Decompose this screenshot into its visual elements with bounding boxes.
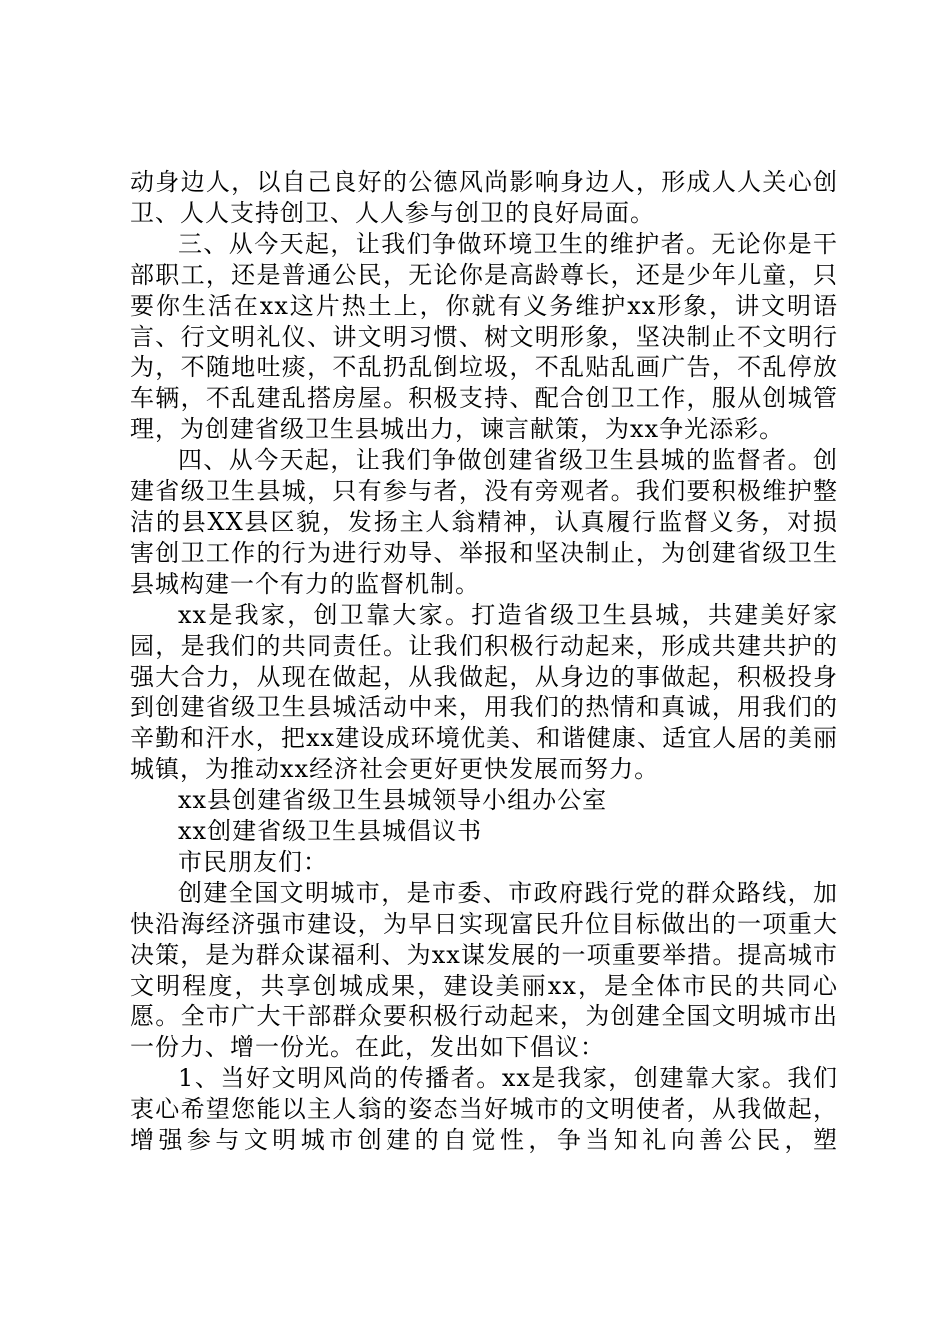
proposal-title: xx创建省级卫生县城倡议书 <box>178 817 483 846</box>
paragraph-section-three: 三、从今天起，让我们争做环境卫生的维护者。无论你是干部职工，还是普通公民，无论你是高龄尊长，还是少年儿童，只要你生活在xx这片热土上，你就有义务维护xx形象，讲文明语言、行文明礼仪、讲文明习惯、树文明形象，坚决制止不文明行为，不随地吐痰，不乱扔乱倒垃圾，不乱贴乱画广告，不乱停放车辆，不乱建乱搭房屋。积极支持、配合创卫工作，服从创城管理，为创建省级卫生县城出力，谏言献策，为xx争光添彩。 <box>130 229 838 444</box>
paragraph-closing: xx是我家，创卫靠大家。打造省级卫生县城，共建美好家园，是我们的共同责任。让我们积极行动起来，形成共建共护的强大合力，从现在做起，从我做起，从身边的事做起，积极投身到创建省级卫生县城活动中来，用我们的热情和真诚，用我们的辛勤和汗水，把xx建设成环境优美、和谐健康、适宜人居的美丽城镇，为推动xx经济社会更好更快发展而努力。 <box>130 600 838 784</box>
salutation: 市民朋友们： <box>178 847 328 876</box>
paragraph-intro: 创建全国文明城市，是市委、市政府践行党的群众路线，加快沿海经济强市建设，为早日实现富民升位目标做出的一项重大决策，是为群众谋福利、为xx谋发展的一项重要举措。提高城市文明程度，共享创城成果，建设美丽xx，是全体市民的共同心愿。全市广大干部群众要积极行动起来，为创建全国文明城市出一份力、增一份光。在此，发出如下倡议： <box>130 878 838 1062</box>
paragraph-section-four: 四、从今天起，让我们争做创建省级卫生县城的监督者。创建省级卫生县城，只有参与者，没有旁观者。我们要积极维护整洁的县XX县区貌，发扬主人翁精神，认真履行监督义务，对损害创卫工作的行为进行劝导、举报和坚决制止，为创建省级卫生县城构建一个有力的监督机制。 <box>130 446 838 598</box>
document-body <box>130 167 838 1156</box>
paragraph-continuation: 动身边人，以自己良好的公德风尚影响身边人，形成人人关心创卫、人人支持创卫、人人参与创卫的良好局面。 <box>130 168 838 227</box>
signature-office: xx县创建省级卫生县城领导小组办公室 <box>178 786 608 815</box>
paragraph-item-one: 1、当好文明风尚的传播者。xx是我家，创建靠大家。我们衷心希望您能以主人翁的姿态当好城市的文明使者，从我做起，增强参与文明城市创建的自觉性，争当知礼向善公民，塑 <box>130 1064 838 1155</box>
